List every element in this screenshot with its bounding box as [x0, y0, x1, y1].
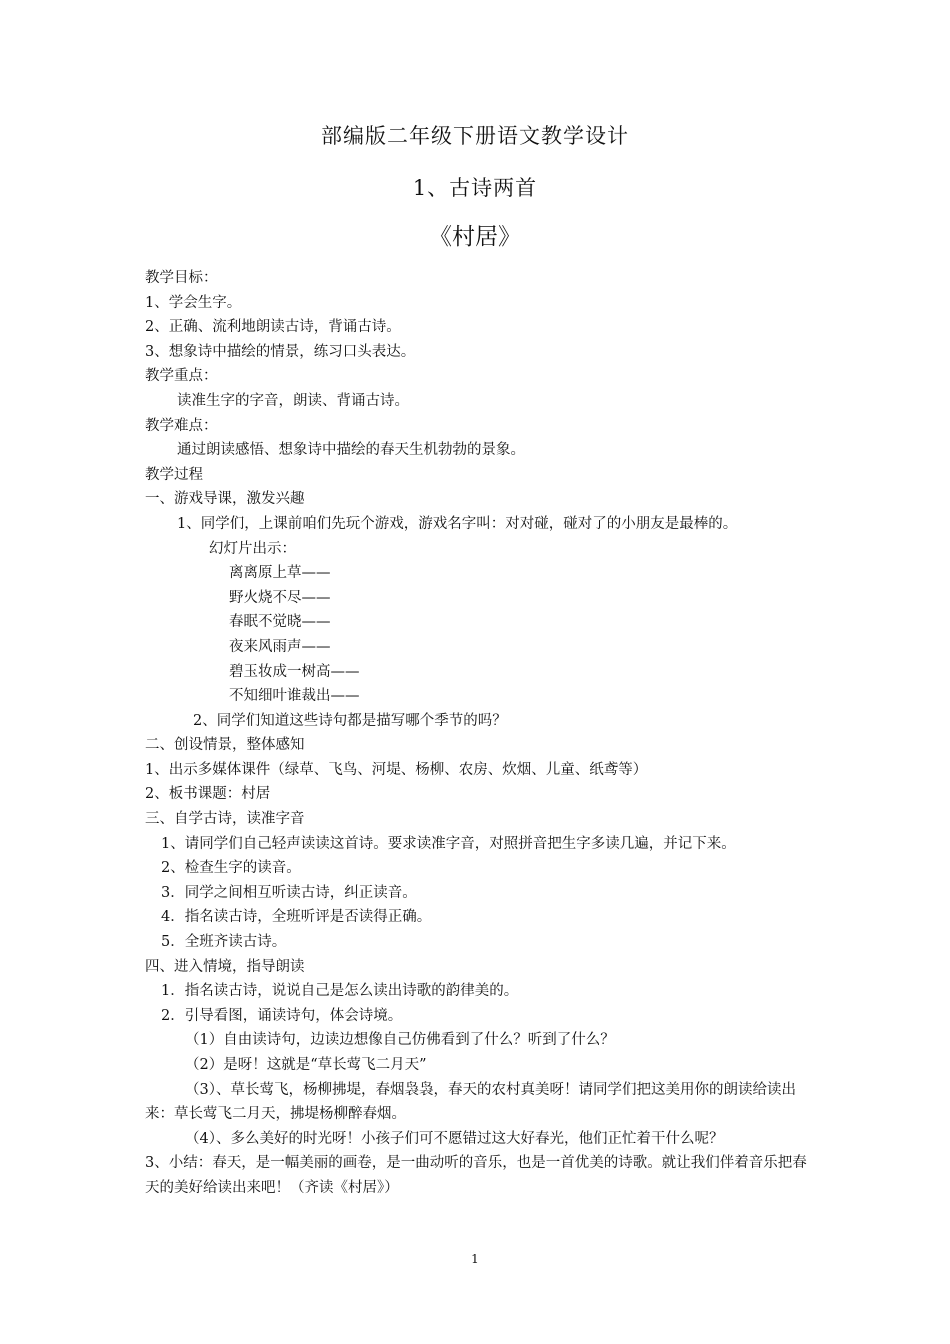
list-item: 5．全班齐读古诗。	[161, 934, 287, 951]
poem-line: 不知细叶谁裁出——	[229, 688, 360, 705]
list-item: 3．同学之间相互听读古诗，纠正读音。	[161, 884, 417, 901]
paragraph: 幻灯片出示：	[209, 540, 296, 557]
list-item: 1、出示多媒体课件（绿草、飞鸟、河堤、杨柳、农房、炊烟、儿童、纸鸢等）	[145, 761, 648, 778]
poem-line: 野火烧不尽——	[229, 589, 331, 606]
list-item: 1、学会生字。	[145, 294, 242, 311]
list-item: 2、正确、流利地朗读古诗，背诵古诗。	[145, 319, 401, 336]
paragraph: 通过朗读感悟、想象诗中描绘的春天生机勃勃的景象。	[177, 442, 525, 459]
paragraph: 读准生字的字音，朗读、背诵古诗。	[177, 392, 409, 409]
summary-paragraph: 3、小结：春天，是一幅美丽的画卷，是一曲动听的音乐，也是一首优美的诗歌。就让我们伴着音乐把春天的美好给读出来吧！（齐读《村居》）	[145, 1155, 807, 1196]
lesson-title: 1、古诗两首	[412, 176, 538, 200]
page-number: 1	[471, 1252, 479, 1266]
list-item: 1、请同学们自己轻声读读这首诗。要求读准字音，对照拼音把生字多读几遍，并记下来。	[161, 835, 736, 852]
step-heading: 三、自学古诗，读准字音	[145, 811, 305, 828]
paragraph: （1）自由读诗句，边读边想像自己仿佛看到了什么？听到了什么？	[185, 1032, 615, 1049]
step-heading: 一、游戏导课，激发兴趣	[145, 491, 305, 508]
poem-title: 《村居》	[429, 224, 521, 250]
document-body	[145, 266, 815, 1201]
section-heading: 教学重点：	[145, 368, 218, 385]
document-title: 部编版二年级下册语文教学设计	[321, 124, 629, 148]
section-heading: 教学目标：	[145, 270, 218, 286]
paragraph: （3）、草长莺飞，杨柳拂堤，春烟袅袅，春天的农村真美呀！请同学们把这美用你的朗读给读出来：草长莺飞二月天，拂堤杨柳醉春烟。	[145, 1081, 796, 1123]
paragraph: （2）是呀！这就是“草长莺飞二月天”	[185, 1057, 427, 1073]
list-item: 1．指名读古诗，说说自己是怎么读出诗歌的韵律美的。	[161, 983, 519, 1000]
list-item: 2、板书课题：村居	[145, 786, 271, 803]
step-heading: 四、进入情境，指导朗读	[145, 958, 305, 975]
poem-line: 春眠不觉晓——	[229, 614, 331, 631]
poem-line: 夜来风雨声——	[229, 638, 331, 655]
list-item: 3、想象诗中描绘的情景，练习口头表达。	[145, 343, 416, 360]
step-heading: 二、创设情景，整体感知	[145, 737, 305, 754]
section-heading: 教学过程	[145, 466, 203, 483]
list-item: 2．引导看图，诵读诗句，体会诗境。	[161, 1007, 403, 1024]
paragraph: 1、同学们，上课前咱们先玩个游戏，游戏名字叫：对对碰，碰对了的小朋友是最棒的。	[177, 515, 738, 532]
poem-line: 碧玉妆成一树高——	[229, 663, 360, 680]
list-item: 2、检查生字的读音。	[161, 860, 301, 877]
poem-line: 离离原上草——	[229, 565, 331, 582]
paragraph: 2、同学们知道这些诗句都是描写哪个季节的吗？	[193, 712, 507, 729]
section-heading: 教学难点：	[145, 417, 218, 434]
paragraph: （4）、多么美好的时光呀！小孩子们可不愿错过这大好春光，他们正忙着干什么呢？	[185, 1130, 724, 1147]
list-item: 4．指名读古诗，全班听评是否读得正确。	[161, 909, 432, 926]
